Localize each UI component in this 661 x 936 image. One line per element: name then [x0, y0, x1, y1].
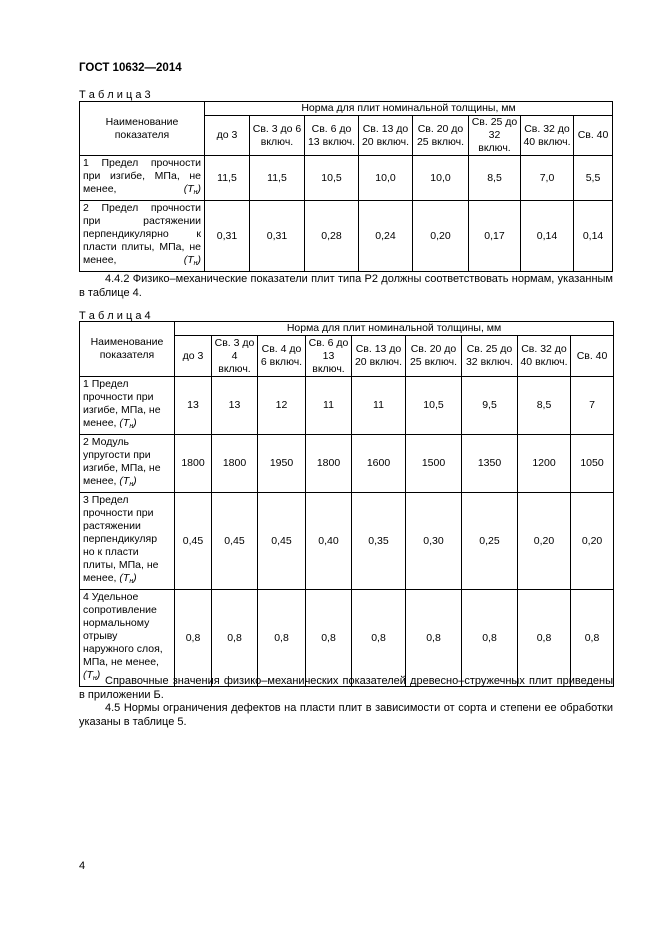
- paragraph-4-4-2: 4.4.2 Физико–механические показатели плит типа Р2 должны соответствовать нормам, указанным в таблице 4.: [79, 273, 613, 299]
- table-cell: 1800: [175, 435, 212, 493]
- table-cell: 1950: [258, 435, 306, 493]
- table-cell: 11,5: [205, 156, 250, 201]
- table3-group-header: Норма для плит номинальной толщины, мм: [205, 102, 613, 116]
- table4-col-header: Св. 4 до 6 включ.: [258, 336, 306, 377]
- table3-col-header: Св. 6 до 13 включ.: [305, 116, 359, 156]
- table-cell: 9,5: [462, 377, 518, 435]
- table-cell: 0,45: [258, 493, 306, 590]
- table-cell: 0,45: [175, 493, 212, 590]
- table-cell: 0,20: [413, 201, 469, 272]
- table4-col-header: Св. 13 до 20 включ.: [352, 336, 406, 377]
- table-cell: 7,0: [521, 156, 574, 201]
- table-cell: 0,14: [574, 201, 613, 272]
- table-cell: 10,0: [413, 156, 469, 201]
- row-name: 1 Предел прочности при изгибе, МПа, не менее, $(Т_н)$: [80, 156, 205, 201]
- table4-name-header: Наименование показателя: [80, 322, 175, 377]
- table3-col-header: Св. 3 до 6 включ.: [250, 116, 305, 156]
- paragraph-reference: Справочные значения физико–механических показателей древесно–стружечных плит приведены в приложении Б.: [79, 675, 613, 701]
- row-name: 3 Предел прочности при растяжении перпендикуляр но к пласти плиты, МПа, не менее, $(Т_н)$: [80, 493, 175, 590]
- table-row: [80, 377, 614, 435]
- table-cell: 0,24: [359, 201, 413, 272]
- table-cell: 0,40: [306, 493, 352, 590]
- table3-col-header: Св. 32 до 40 включ.: [521, 116, 574, 156]
- table-cell: 0,17: [469, 201, 521, 272]
- table-cell: 5,5: [574, 156, 613, 201]
- table-cell: 12: [258, 377, 306, 435]
- table-cell: 8,5: [469, 156, 521, 201]
- document-header: ГОСТ 10632—2014: [79, 62, 182, 74]
- table-cell: 1600: [352, 435, 406, 493]
- table-cell: 0,20: [571, 493, 614, 590]
- table-cell: 0,14: [521, 201, 574, 272]
- table4-col-header: Св. 40: [571, 336, 614, 377]
- table4-col-header: Св. 20 до 25 включ.: [406, 336, 462, 377]
- table-cell: 0,8: [571, 590, 614, 687]
- table-cell: 1800: [212, 435, 258, 493]
- table-cell: 7: [571, 377, 614, 435]
- table-cell: 0,28: [305, 201, 359, 272]
- paragraph-4-5: 4.5 Нормы ограничения дефектов на пласти плит в зависимости от сорта и степени ее обработки указаны в таблице 5.: [79, 702, 613, 728]
- table-cell: 10,5: [406, 377, 462, 435]
- table3-name-header: Наименование показателя: [80, 102, 205, 156]
- row-name: 4 Удельное сопротивление нормальному отрыву наружного слоя, МПа, не менее, $(Т_н)$: [80, 590, 175, 687]
- table-cell: 11: [352, 377, 406, 435]
- table-cell: 0,8: [258, 590, 306, 687]
- table-cell: 1800: [306, 435, 352, 493]
- table3-col-header: Св. 25 до 32 включ.: [469, 116, 521, 156]
- table3-col-header: Св. 13 до 20 включ.: [359, 116, 413, 156]
- table4-col-header: Св. 6 до 13 включ.: [306, 336, 352, 377]
- table-cell: 10,5: [305, 156, 359, 201]
- table-row: [80, 201, 613, 272]
- table3: [79, 101, 613, 272]
- table-cell: 8,5: [518, 377, 571, 435]
- table-cell: 0,31: [205, 201, 250, 272]
- table-cell: 0,8: [518, 590, 571, 687]
- table-row: [80, 493, 614, 590]
- table4-group-header: Норма для плит номинальной толщины, мм: [175, 322, 614, 336]
- table3-caption: Т а б л и ц а 3: [79, 89, 151, 101]
- table-cell: 0,8: [462, 590, 518, 687]
- row-name: 2 Предел прочности при растяжении перпендикулярно к пласти плиты, МПа, не менее, $(Т_н)$: [80, 201, 205, 272]
- table-cell: 0,8: [306, 590, 352, 687]
- table3-col-header: Св. 40: [574, 116, 613, 156]
- table-row: [80, 156, 613, 201]
- table-row: [80, 435, 614, 493]
- table4: [79, 321, 614, 687]
- table-cell: 13: [212, 377, 258, 435]
- table-cell: 0,45: [212, 493, 258, 590]
- table-cell: 0,8: [212, 590, 258, 687]
- table-row: [80, 590, 614, 687]
- table-cell: 10,0: [359, 156, 413, 201]
- table3-col-header: до 3: [205, 116, 250, 156]
- table-cell: 1200: [518, 435, 571, 493]
- table-cell: 0,25: [462, 493, 518, 590]
- table-cell: 0,8: [175, 590, 212, 687]
- table-cell: 1350: [462, 435, 518, 493]
- table-cell: 0,30: [406, 493, 462, 590]
- table-cell: 1500: [406, 435, 462, 493]
- page-number: 4: [79, 860, 86, 872]
- table-cell: 1050: [571, 435, 614, 493]
- table-cell: 0,8: [352, 590, 406, 687]
- table-cell: 0,31: [250, 201, 305, 272]
- table-cell: 13: [175, 377, 212, 435]
- table-cell: 0,35: [352, 493, 406, 590]
- table4-caption: Т а б л и ц а 4: [79, 310, 151, 322]
- table4-col-header: Св. 32 до 40 включ.: [518, 336, 571, 377]
- table-cell: 11: [306, 377, 352, 435]
- table-cell: 0,8: [406, 590, 462, 687]
- table-cell: 0,20: [518, 493, 571, 590]
- table3-col-header: Св. 20 до 25 включ.: [413, 116, 469, 156]
- row-name: 1 Предел прочности при изгибе, МПа, не менее, $(Т_н)$: [80, 377, 175, 435]
- table-cell: 11,5: [250, 156, 305, 201]
- table4-col-header: Св. 3 до 4 включ.: [212, 336, 258, 377]
- table4-col-header: Св. 25 до 32 включ.: [462, 336, 518, 377]
- row-name: 2 Модуль упругости при изгибе, МПа, не менее, $(Т_н)$: [80, 435, 175, 493]
- table4-col-header: до 3: [175, 336, 212, 377]
